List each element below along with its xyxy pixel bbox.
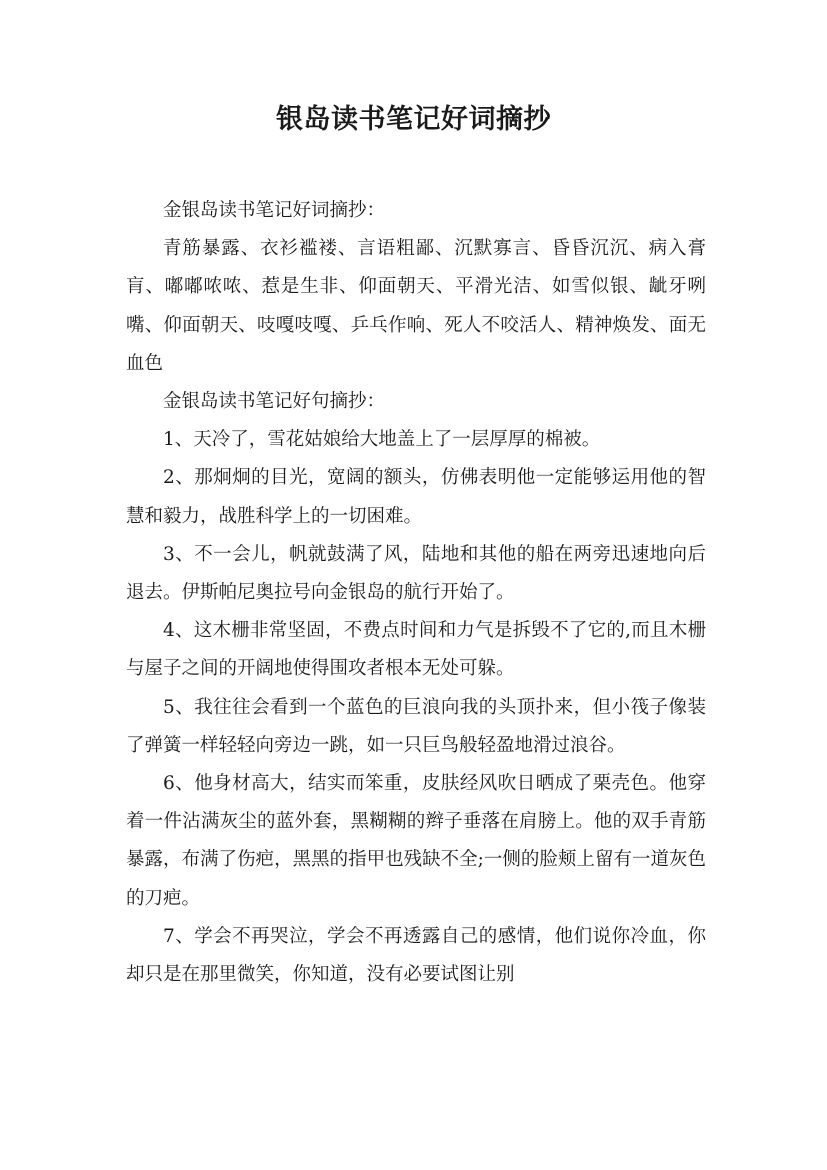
paragraph-sentence-3: 3、不一会儿，帆就鼓满了风，陆地和其他的船在两旁迅速地向后退去。伊斯帕尼奥拉号向金银岛的航行开始了。 [126,543,706,604]
paragraph-sentence-6: 6、他身材高大，结实而笨重，皮肤经风吹日晒成了栗壳色。他穿着一件沾满灰尘的蓝外套，黑糊糊的辫子垂落在肩膀上。他的双手青筋暴露，布满了伤疤，黑黑的指甲也残缺不全;一侧的脸颊上留有一道灰色的刀疤。 [126,773,706,909]
paragraph-sentence-7: 7、学会不再哭泣，学会不再透露自己的感情，他们说你冷血，你却只是在那里微笑，你知道，没有必要试图让别 [126,925,706,986]
document-body [126,192,706,994]
paragraph-words-list: 青筋暴露、衣衫褴褛、言语粗鄙、沉默寡言、昏昏沉沉、病入膏肓、嘟嘟哝哝、惹是生非、仰面朝天、平滑光洁、如雪似银、龇牙咧嘴、仰面朝天、吱嘎吱嘎、乒乓作响、死人不咬活人、精神焕发、面无血色 [126,238,706,374]
paragraph-sentences-heading: 金银岛读书笔记好句摘抄： [163,391,386,413]
paragraph-words-heading: 金银岛读书笔记好词摘抄： [163,200,386,221]
paragraph-sentence-1: 1、天冷了，雪花姑娘给大地盖上了一层厚厚的棉被。 [163,429,601,451]
document-title: 银岛读书笔记好词摘抄 [276,104,551,135]
paragraph-sentence-4: 4、这木栅非常坚固，不费点时间和力气是拆毁不了它的,而且木栅与屋子之间的开阔地使得围攻者根本无处可躲。 [126,620,706,680]
paragraph-sentence-5: 5、我往往会看到一个蓝色的巨浪向我的头顶扑来，但小筏子像装了弹簧一样轻轻向旁边一跳，如一只巨鸟般轻盈地滑过浪谷。 [126,696,706,756]
paragraph-sentence-2: 2、那炯炯的目光，宽阔的额头，仿佛表明他一定能够运用他的智慧和毅力，战胜科学上的一切困难。 [126,467,706,527]
